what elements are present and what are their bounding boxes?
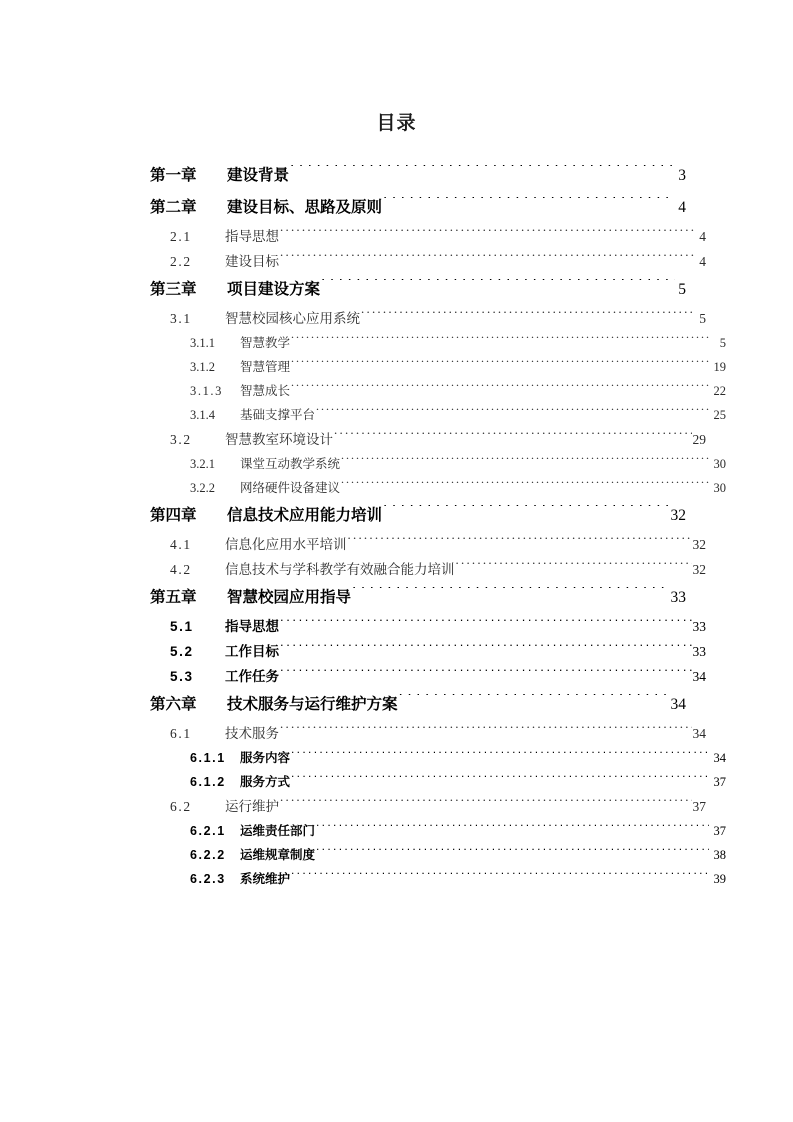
toc-entry[interactable]: [150, 500, 686, 532]
toc-entry[interactable]: [170, 557, 706, 582]
toc-entry-page-number: 37: [713, 775, 726, 789]
toc-entry[interactable]: [150, 192, 686, 224]
toc-entry-label: 信息技术与学科教学有效融合能力培训: [225, 562, 455, 577]
toc-dot-leader: [399, 694, 670, 710]
toc-dot-leader: [383, 197, 675, 213]
toc-dot-leader: [316, 847, 708, 860]
toc-dot-leader: [334, 431, 692, 445]
toc-entry-page-number: 5: [699, 311, 706, 326]
toc-entry-label: 工作目标: [225, 644, 279, 659]
toc-entry-number: 第一章: [150, 167, 197, 184]
toc-entry-number: 6.2: [170, 799, 192, 814]
toc-entry-page-number: 4: [699, 254, 706, 269]
toc-entry-page-number: 33: [692, 644, 706, 659]
toc-entry-page-number: 32: [692, 537, 706, 552]
toc-entry-label: 项目建设方案: [227, 281, 321, 298]
toc-entry-page-number: 37: [713, 824, 726, 838]
toc-entry-label: 建设背景: [227, 167, 290, 184]
toc-entry-number: 4.2: [170, 562, 192, 577]
toc-entry-label: 基础支撑平台: [240, 408, 316, 422]
toc-entry[interactable]: [150, 274, 686, 306]
toc-entry[interactable]: [190, 819, 726, 843]
toc-entry-label: 智慧管理: [240, 360, 291, 374]
toc-entry-label: 指导思想: [225, 229, 279, 244]
toc-entry-number: 2.1: [170, 229, 192, 244]
toc-entry[interactable]: [190, 770, 726, 794]
toc-entry-number: 第三章: [150, 281, 197, 298]
toc-entry[interactable]: [190, 476, 726, 500]
toc-dot-leader: [280, 725, 692, 739]
toc-entry[interactable]: [170, 639, 706, 664]
toc-entry-page-number: 22: [713, 384, 726, 398]
toc-entry-label: 运维责任部门: [240, 824, 316, 838]
toc-entry-number: 3.1.4: [190, 408, 215, 422]
toc-entry-page-number: 34: [713, 751, 726, 765]
toc-entry-label: 建设目标、思路及原则: [227, 199, 383, 216]
toc-entry-number: 5.2: [170, 644, 194, 659]
toc-entry-page-number: 32: [692, 562, 706, 577]
toc-entry-page-number: 34: [692, 726, 706, 741]
page-title: 目录: [376, 113, 417, 134]
toc-entry-number: 6.2.3: [190, 872, 226, 886]
toc-entry[interactable]: [170, 721, 706, 746]
toc-entry-page-number: 25: [713, 408, 726, 422]
toc-dot-leader: [316, 407, 708, 420]
toc-entry[interactable]: [150, 582, 686, 614]
toc-entry-page-number: 32: [670, 507, 686, 524]
toc-entry[interactable]: [190, 355, 726, 379]
toc-entry-page-number: 34: [670, 696, 686, 713]
toc-entry-number: 6.1.1: [190, 751, 226, 765]
toc-entry-label: 网络硬件设备建议: [240, 481, 341, 495]
toc-entry-label: 课堂互动教学系统: [240, 457, 341, 471]
toc-dot-leader: [383, 505, 669, 521]
toc-entry-page-number: 30: [713, 457, 726, 471]
toc-entry-page-number: 33: [692, 619, 706, 634]
toc-entry-label: 智慧教学: [240, 336, 291, 350]
toc-entry[interactable]: [170, 532, 706, 557]
toc-dot-leader: [280, 618, 692, 632]
toc-entry-number: 第六章: [150, 696, 197, 713]
toc-entry[interactable]: [190, 403, 726, 427]
toc-entry-number: 6.2.2: [190, 848, 226, 862]
toc-dot-leader: [280, 643, 692, 657]
toc-entry[interactable]: [190, 379, 726, 403]
toc-entry-page-number: 34: [692, 669, 706, 684]
toc-entry-number: 6.1: [170, 726, 192, 741]
toc-entry-page-number: 4: [678, 199, 686, 216]
toc-dot-leader: [280, 228, 695, 242]
toc-entry[interactable]: [170, 306, 706, 331]
toc-entry[interactable]: [190, 867, 726, 891]
toc-entry[interactable]: [190, 746, 726, 770]
toc-entry-number: 2.2: [170, 254, 192, 269]
toc-dot-leader: [290, 165, 675, 181]
toc-entry-number: 4.1: [170, 537, 192, 552]
toc-entry-label: 服务内容: [240, 751, 291, 765]
toc-entry-label: 工作任务: [225, 669, 279, 684]
toc-entry-label: 智慧校园核心应用系统: [225, 311, 360, 326]
table-of-contents: [150, 160, 726, 891]
toc-dot-leader: [341, 480, 708, 493]
toc-dot-leader: [361, 310, 695, 324]
toc-entry-number: 第五章: [150, 589, 197, 606]
toc-entry-label: 系统维护: [240, 872, 291, 886]
toc-entry[interactable]: [190, 843, 726, 867]
toc-entry-number: 第二章: [150, 199, 197, 216]
toc-dot-leader: [291, 774, 708, 787]
toc-entry-label: 运行维护: [225, 799, 279, 814]
toc-entry-label: 服务方式: [240, 775, 291, 789]
toc-entry[interactable]: [170, 614, 706, 639]
toc-dot-leader: [291, 871, 708, 884]
toc-entry-page-number: 5: [678, 281, 686, 298]
toc-dot-leader: [280, 668, 692, 682]
toc-dot-leader: [316, 823, 708, 836]
toc-dot-leader: [291, 383, 708, 396]
toc-dot-leader: [341, 456, 708, 469]
toc-entry-label: 技术服务: [225, 726, 279, 741]
toc-entry-number: 第四章: [150, 507, 197, 524]
toc-entry-label: 智慧校园应用指导: [227, 589, 352, 606]
toc-entry-page-number: 33: [670, 589, 686, 606]
toc-entry-number: 5.1: [170, 619, 194, 634]
toc-dot-leader: [280, 798, 692, 812]
toc-entry-label: 技术服务与运行维护方案: [227, 696, 398, 713]
toc-entry-page-number: 38: [713, 848, 726, 862]
toc-entry[interactable]: [170, 794, 706, 819]
toc-entry-page-number: 3: [678, 167, 686, 184]
toc-entry-label: 信息化应用水平培训: [225, 537, 347, 552]
toc-dot-leader: [348, 536, 692, 550]
toc-entry-label: 指导思想: [225, 619, 279, 634]
toc-entry[interactable]: [150, 160, 686, 192]
toc-entry-label: 运维规章制度: [240, 848, 316, 862]
toc-entry-label: 智慧教室环境设计: [225, 432, 333, 447]
toc-dot-leader: [280, 253, 695, 267]
toc-dot-leader: [291, 335, 711, 348]
toc-entry-number: 3.1: [170, 311, 192, 326]
toc-dot-leader: [321, 279, 675, 295]
toc-entry-label: 信息技术应用能力培训: [227, 507, 383, 524]
toc-entry[interactable]: [170, 427, 706, 452]
toc-entry-number: 6.1.2: [190, 775, 226, 789]
toc-entry-number: 3.1.2: [190, 360, 215, 374]
toc-entry[interactable]: [190, 331, 726, 355]
toc-dot-leader: [291, 359, 708, 372]
toc-entry[interactable]: [170, 249, 706, 274]
toc-entry-label: 建设目标: [225, 254, 279, 269]
toc-dot-leader: [456, 561, 692, 575]
toc-entry-page-number: 30: [713, 481, 726, 495]
toc-entry-number: 3.2.1: [190, 457, 215, 471]
toc-dot-leader: [352, 587, 669, 603]
toc-dot-leader: [291, 750, 708, 763]
toc-entry-label: 智慧成长: [240, 384, 291, 398]
toc-entry-number: 3.2: [170, 432, 192, 447]
toc-entry[interactable]: [190, 452, 726, 476]
toc-entry-number: 3.2.2: [190, 481, 215, 495]
toc-entry-page-number: 4: [699, 229, 706, 244]
toc-entry-page-number: 39: [713, 872, 726, 886]
toc-entry[interactable]: [170, 224, 706, 249]
toc-entry-page-number: 5: [719, 336, 726, 350]
toc-entry-number: 5.3: [170, 669, 194, 684]
toc-entry-page-number: 37: [692, 799, 706, 814]
toc-entry-number: 3.1.1: [190, 336, 215, 350]
toc-entry[interactable]: [170, 664, 706, 689]
toc-entry[interactable]: [150, 689, 686, 721]
toc-entry-page-number: 29: [692, 432, 706, 447]
toc-entry-number: 6.2.1: [190, 824, 226, 838]
toc-entry-number: 3.1.3: [190, 384, 223, 398]
toc-entry-page-number: 19: [713, 360, 726, 374]
